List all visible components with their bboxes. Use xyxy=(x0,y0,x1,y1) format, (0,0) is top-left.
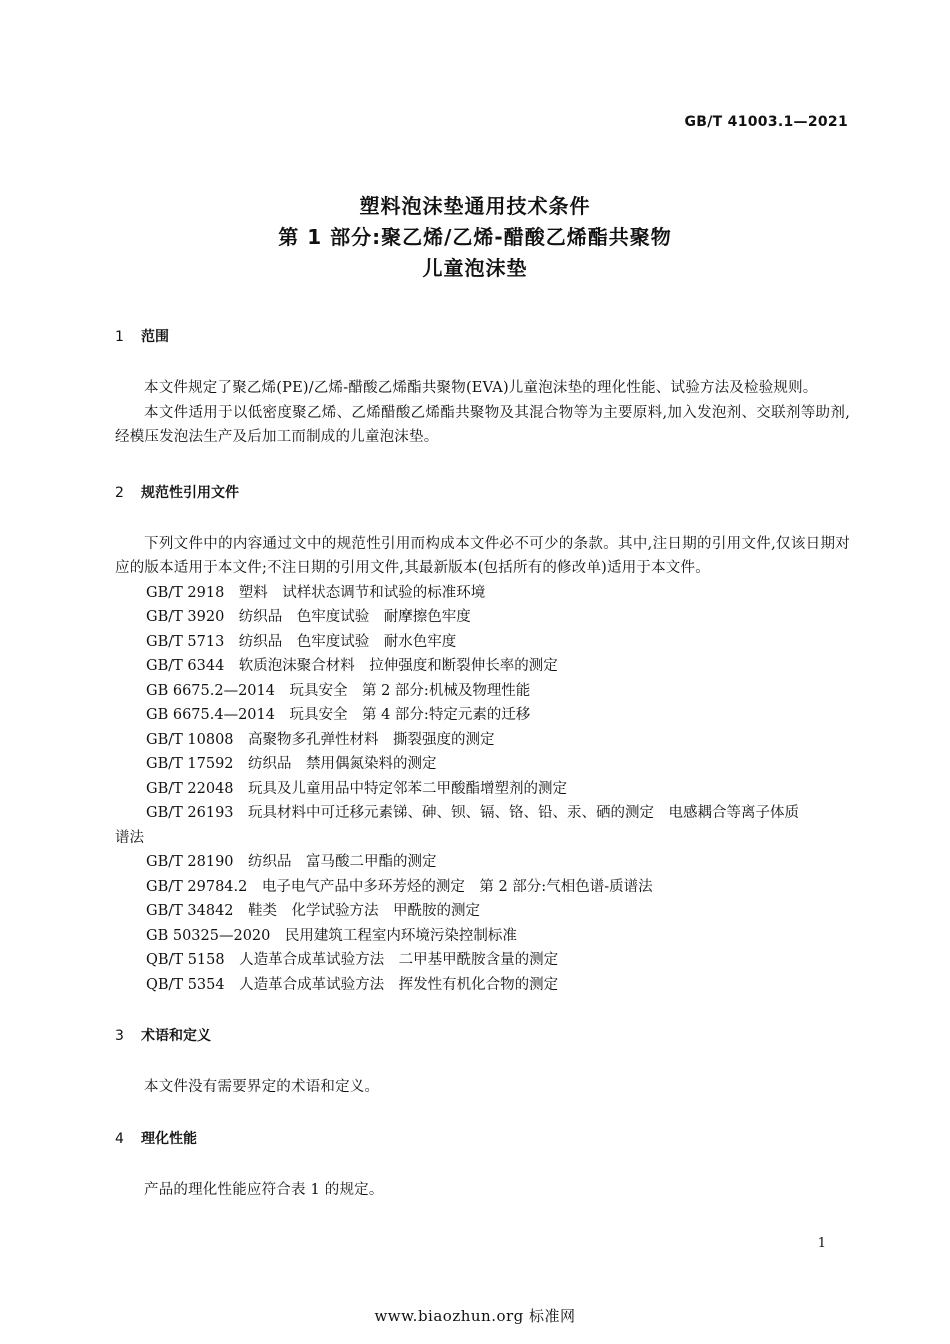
footer-watermark: www.biaozhun.org 标准网 xyxy=(374,1307,576,1325)
properties-paragraph: 产品的理化性能应符合表 1 的规定。 xyxy=(144,1181,384,1198)
reference-item: GB 6675.2—2014 玩具安全 第 2 部分:机械及物理性能 xyxy=(146,682,531,699)
section-2-heading xyxy=(115,476,850,510)
section-title: 理化性能 xyxy=(141,1130,197,1147)
section-4-heading xyxy=(115,1122,850,1156)
reference-item: GB/T 22048 玩具及儿童用品中特定邻苯二甲酸酯增塑剂的测定 xyxy=(146,780,568,797)
standard-number: GB/T 41003.1—2021 xyxy=(684,114,848,130)
reference-item: QB/T 5354 人造革合成革试验方法 挥发性有机化合物的测定 xyxy=(146,976,559,993)
reference-item: GB/T 2918 塑料 试样状态调节和试验的标准环境 xyxy=(146,584,486,601)
scope-paragraph-1: 本文件规定了聚乙烯(PE)/乙烯-醋酸乙烯酯共聚物(EVA)儿童泡沫垫的理化性能、试验方法及检验规则。 xyxy=(144,380,818,396)
scope-paragraph-2: 本文件适用于以低密度聚乙烯、乙烯醋酸乙烯酯共聚物及其混合物等为主要原料,加入发泡剂、交联剂等助剂,经模压发泡法生产及后加工而制成的儿童泡沫垫。 xyxy=(115,404,850,445)
section-number: 4 xyxy=(115,1130,124,1147)
section-title: 规范性引用文件 xyxy=(141,484,239,501)
reference-item: GB/T 26193 玩具材料中可迁移元素锑、砷、钡、镉、铬、铅、汞、硒的测定 电感耦合等离子体质 xyxy=(146,805,800,821)
reference-item: GB 6675.4—2014 玩具安全 第 4 部分:特定元素的迁移 xyxy=(146,707,531,723)
title-line-1: 塑料泡沫垫通用技术条件 xyxy=(359,194,591,218)
title-line-3: 儿童泡沫垫 xyxy=(422,256,528,280)
references-intro: 下列文件中的内容通过文中的规范性引用而构成本文件必不可少的条款。其中,注日期的引用文件,仅该日期对应的版本适用于本文件;不注日期的引用文件,其最新版本(包括所有的修改单)适用于本文件。 xyxy=(115,535,850,576)
page-number: 1 xyxy=(817,1236,826,1251)
reference-item: QB/T 5158 人造革合成革试验方法 二甲基甲酰胺含量的测定 xyxy=(146,952,559,968)
reference-item: GB/T 3920 纺织品 色牢度试验 耐摩擦色牢度 xyxy=(146,609,471,625)
reference-item: GB/T 10808 高聚物多孔弹性材料 撕裂强度的测定 xyxy=(146,731,495,748)
reference-item-continuation: 谱法 xyxy=(115,829,144,846)
section-number: 2 xyxy=(115,484,124,501)
reference-item: GB/T 17592 纺织品 禁用偶氮染料的测定 xyxy=(146,756,437,772)
reference-item: GB 50325—2020 民用建筑工程室内环境污染控制标准 xyxy=(146,927,517,944)
section-title: 术语和定义 xyxy=(141,1028,211,1044)
reference-item: GB/T 5713 纺织品 色牢度试验 耐水色牢度 xyxy=(146,633,457,650)
terms-paragraph: 本文件没有需要界定的术语和定义。 xyxy=(144,1079,380,1095)
document-body xyxy=(115,320,850,1202)
section-number: 1 xyxy=(115,329,124,345)
reference-item: GB/T 29784.2 电子电气产品中多环芳烃的测定 第 2 部分:气相色谱-质谱法 xyxy=(146,878,653,895)
section-title: 范围 xyxy=(141,329,169,345)
section-3-heading xyxy=(115,1019,850,1053)
reference-item: GB/T 6344 软质泡沫聚合材料 拉伸强度和断裂伸长率的测定 xyxy=(146,658,558,674)
reference-item: GB/T 34842 鞋类 化学试验方法 甲酰胺的测定 xyxy=(146,903,481,919)
reference-item: GB/T 28190 纺织品 富马酸二甲酯的测定 xyxy=(146,854,437,870)
section-number: 3 xyxy=(115,1028,124,1044)
title-line-2: 第 1 部分:聚乙烯/乙烯-醋酸乙烯酯共聚物 xyxy=(278,225,672,249)
section-1-heading xyxy=(115,320,850,354)
document-title xyxy=(0,191,950,284)
